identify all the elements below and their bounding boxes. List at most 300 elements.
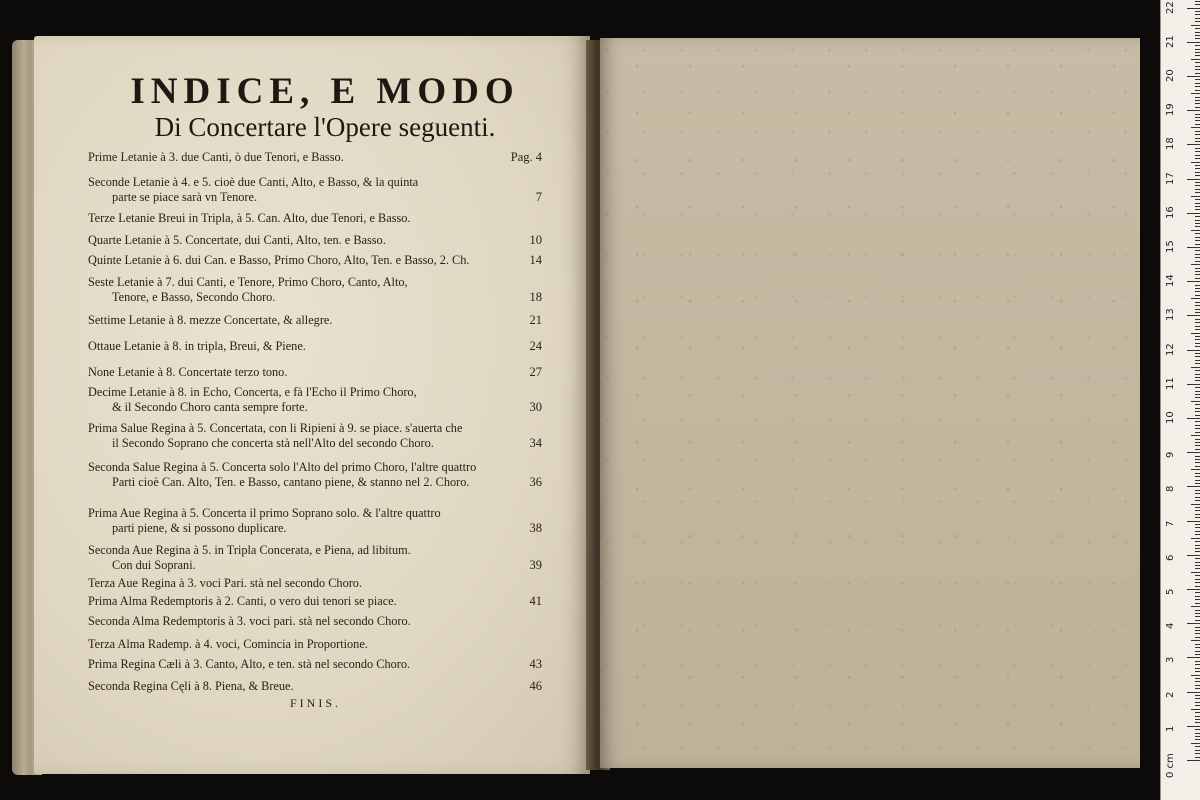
ruler-number: 12 bbox=[1165, 342, 1176, 356]
ruler-tick bbox=[1195, 411, 1200, 412]
ruler-tick bbox=[1195, 261, 1200, 262]
ruler-tick bbox=[1195, 599, 1200, 600]
ruler-tick bbox=[1195, 456, 1200, 457]
entry-page-number: 46 bbox=[529, 679, 542, 693]
ruler-number: 13 bbox=[1165, 308, 1176, 322]
index-title: INDICE, E MODO bbox=[130, 71, 520, 112]
ruler-tick bbox=[1195, 480, 1200, 481]
entry-text: Prima Salue Regina à 5. Concertata, con li Ripieni à 9. se piace. s'auerta che bbox=[88, 421, 463, 435]
ruler-tick bbox=[1195, 151, 1200, 152]
ruler-tick bbox=[1195, 141, 1200, 142]
ruler-tick bbox=[1195, 425, 1200, 426]
ruler-tick bbox=[1195, 291, 1200, 292]
ruler-tick bbox=[1195, 343, 1200, 344]
ruler-tick bbox=[1195, 120, 1200, 121]
index-entry bbox=[88, 175, 546, 205]
ruler-tick bbox=[1191, 162, 1200, 163]
ruler-tick bbox=[1195, 45, 1200, 46]
ruler-tick bbox=[1195, 664, 1200, 665]
ruler-tick bbox=[1191, 367, 1200, 368]
ruler-tick bbox=[1195, 671, 1200, 672]
ruler-tick bbox=[1195, 627, 1200, 628]
entry-text: Ottaue Letanie à 8. in tripla, Breui, & Piene. bbox=[88, 339, 306, 353]
ruler-tick bbox=[1195, 736, 1200, 737]
ruler-tick bbox=[1195, 688, 1200, 689]
ruler-tick bbox=[1187, 8, 1200, 9]
ruler-tick bbox=[1195, 346, 1200, 347]
ruler-tick bbox=[1195, 209, 1200, 210]
ruler-tick bbox=[1195, 103, 1200, 104]
ruler-tick bbox=[1187, 42, 1200, 43]
ruler-tick bbox=[1195, 493, 1200, 494]
ruler-tick bbox=[1195, 233, 1200, 234]
ruler-tick bbox=[1195, 603, 1200, 604]
entry-page-number: 7 bbox=[535, 190, 542, 204]
ruler-tick bbox=[1195, 661, 1200, 662]
entry-page-number: 10 bbox=[529, 233, 542, 247]
ruler-tick bbox=[1187, 726, 1200, 727]
ruler-tick bbox=[1195, 500, 1200, 501]
ruler-tick bbox=[1187, 692, 1200, 693]
entry-page-number: 43 bbox=[529, 657, 542, 671]
index-entry bbox=[88, 339, 546, 354]
ruler-tick bbox=[1191, 538, 1200, 539]
ruler-tick bbox=[1187, 521, 1200, 522]
ruler-tick bbox=[1195, 729, 1200, 730]
ruler-number: 15 bbox=[1165, 240, 1176, 253]
ruler-tick bbox=[1195, 250, 1200, 251]
ruler-number: 18 bbox=[1165, 137, 1176, 151]
ruler-tick bbox=[1195, 226, 1200, 227]
entry-text-continued: Tenore, e Basso, Secondo Choro. bbox=[112, 290, 276, 304]
entry-text-continued: parti piene, & si possono duplicare. bbox=[112, 521, 287, 535]
entry-text: Terza Aue Regina à 3. voci Pari. stà nel secondo Choro. bbox=[88, 576, 363, 590]
ruler-tick bbox=[1195, 90, 1200, 91]
ruler-tick bbox=[1195, 647, 1200, 648]
entry-text-continued: parte se piace sarà vn Tenore. bbox=[112, 190, 258, 204]
ruler-tick bbox=[1195, 750, 1200, 751]
ruler-tick bbox=[1195, 685, 1200, 686]
ruler-number: 1 bbox=[1165, 725, 1176, 732]
ruler-tick bbox=[1195, 35, 1200, 36]
ruler-tick bbox=[1187, 213, 1200, 214]
ruler-tick bbox=[1195, 442, 1200, 443]
ruler-number: 4 bbox=[1165, 622, 1176, 630]
ruler-tick bbox=[1195, 319, 1200, 320]
ruler-unit-label: 0 cm bbox=[1165, 753, 1176, 778]
ruler-tick bbox=[1195, 510, 1200, 511]
index-entry bbox=[88, 614, 546, 629]
ruler-tick bbox=[1195, 394, 1200, 395]
ruler-tick bbox=[1191, 606, 1200, 607]
ruler-number: 17 bbox=[1165, 171, 1176, 185]
ruler-tick bbox=[1195, 592, 1200, 593]
ruler-tick bbox=[1195, 124, 1200, 125]
ruler-number: 9 bbox=[1165, 451, 1176, 459]
index-entry bbox=[88, 679, 546, 694]
ruler-tick bbox=[1191, 504, 1200, 505]
ruler-tick bbox=[1195, 79, 1200, 80]
entry-text: Seste Letanie à 7. dui Canti, e Tenore, Primo Choro, Canto, Alto, bbox=[88, 275, 408, 289]
ruler-tick bbox=[1191, 196, 1200, 197]
ruler-tick bbox=[1195, 14, 1200, 15]
ruler-tick bbox=[1187, 760, 1200, 761]
ruler-tick bbox=[1195, 558, 1200, 559]
ruler-tick bbox=[1195, 117, 1200, 118]
index-subtitle: Di Concertare l'Opere seguenti. bbox=[154, 112, 496, 142]
ruler-tick bbox=[1195, 719, 1200, 720]
ruler-tick bbox=[1187, 418, 1200, 419]
ruler-tick bbox=[1195, 165, 1200, 166]
entry-text: Seconda Regina Cęli à 8. Piena, & Breue. bbox=[88, 679, 294, 693]
ruler-tick bbox=[1195, 613, 1200, 614]
ruler-tick bbox=[1195, 240, 1200, 241]
ruler-tick bbox=[1195, 138, 1200, 139]
ruler-tick bbox=[1187, 384, 1200, 385]
ruler-tick bbox=[1195, 579, 1200, 580]
ruler-tick bbox=[1195, 497, 1200, 498]
ruler-tick bbox=[1195, 305, 1200, 306]
ruler-number: 10 bbox=[1165, 411, 1176, 424]
ruler-tick bbox=[1195, 722, 1200, 723]
ruler-tick bbox=[1195, 432, 1200, 433]
ruler-tick bbox=[1195, 387, 1200, 388]
ruler-tick bbox=[1195, 69, 1200, 70]
entry-text: Prime Letanie à 3. due Canti, ò due Tenori, e Basso. bbox=[88, 150, 344, 164]
entry-page-number: 27 bbox=[529, 365, 542, 379]
ruler-tick bbox=[1195, 415, 1200, 416]
ruler-tick bbox=[1195, 4, 1200, 5]
ruler-tick bbox=[1195, 148, 1200, 149]
index-entry bbox=[88, 365, 546, 380]
ruler-tick bbox=[1195, 651, 1200, 652]
ruler-tick bbox=[1187, 657, 1200, 658]
ruler-tick bbox=[1195, 302, 1200, 303]
ruler-tick bbox=[1187, 623, 1200, 624]
ruler-tick bbox=[1195, 66, 1200, 67]
ruler-tick bbox=[1195, 445, 1200, 446]
ruler-tick bbox=[1195, 339, 1200, 340]
ruler-tick bbox=[1195, 476, 1200, 477]
entry-text: Quinte Letanie à 6. dui Can. e Basso, Primo Choro, Alto, Ten. e Basso, 2. Ch. bbox=[88, 253, 470, 267]
ruler-tick bbox=[1195, 380, 1200, 381]
ruler-tick bbox=[1191, 59, 1200, 60]
ruler-tick bbox=[1195, 746, 1200, 747]
ruler-tick bbox=[1191, 401, 1200, 402]
entry-page-number: Pag. 4 bbox=[510, 150, 542, 164]
entry-page-number: 36 bbox=[529, 475, 542, 489]
ruler-tick bbox=[1187, 144, 1200, 145]
ruler-tick bbox=[1195, 131, 1200, 132]
ruler-tick bbox=[1195, 175, 1200, 176]
ruler-tick bbox=[1187, 76, 1200, 77]
entry-page-number: 38 bbox=[529, 521, 542, 535]
right-page-blank bbox=[600, 38, 1140, 768]
ruler-tick bbox=[1191, 93, 1200, 94]
ruler-tick bbox=[1195, 404, 1200, 405]
ruler-number: 11 bbox=[1165, 377, 1176, 390]
ruler-number: 2 bbox=[1165, 691, 1176, 698]
index-entry bbox=[88, 233, 546, 248]
ruler-tick bbox=[1195, 702, 1200, 703]
ruler-tick bbox=[1195, 705, 1200, 706]
ruler-tick bbox=[1195, 114, 1200, 115]
ruler-tick bbox=[1195, 158, 1200, 159]
ruler-tick bbox=[1195, 285, 1200, 286]
ruler-tick bbox=[1191, 709, 1200, 710]
index-entry bbox=[88, 275, 546, 305]
ruler-tick bbox=[1195, 391, 1200, 392]
ruler-tick bbox=[1195, 630, 1200, 631]
index-entry bbox=[88, 594, 546, 609]
entry-text-continued: il Secondo Soprano che concerta stà nell'Alto del secondo Choro. bbox=[112, 436, 434, 450]
index-entry bbox=[88, 385, 546, 415]
ruler-tick bbox=[1191, 25, 1200, 26]
entry-page-number: 24 bbox=[529, 339, 542, 353]
entry-text-continued: & il Secondo Choro canta sempre forte. bbox=[112, 400, 308, 414]
index-entry bbox=[88, 211, 546, 226]
entry-text: Seconda Alma Redemptoris à 3. voci pari. stà nel secondo Choro. bbox=[88, 614, 411, 628]
ruler-tick bbox=[1195, 21, 1200, 22]
ruler-tick bbox=[1195, 586, 1200, 587]
ruler-tick bbox=[1195, 216, 1200, 217]
entry-text: Seconda Salue Regina à 5. Concerta solo l'Alto del primo Choro, l'altre quattro bbox=[88, 460, 477, 474]
ruler-tick bbox=[1195, 370, 1200, 371]
entry-page-number: 18 bbox=[529, 290, 542, 304]
index-entry bbox=[88, 657, 546, 672]
ruler-tick bbox=[1195, 678, 1200, 679]
ruler-tick bbox=[1195, 637, 1200, 638]
ruler-tick bbox=[1195, 11, 1200, 12]
ruler-number: 22 bbox=[1165, 0, 1176, 14]
ruler-tick bbox=[1195, 716, 1200, 717]
ruler-tick bbox=[1195, 449, 1200, 450]
index-entry bbox=[88, 506, 546, 536]
ruler-tick bbox=[1195, 329, 1200, 330]
ruler-tick bbox=[1195, 483, 1200, 484]
finis-label: FINIS. bbox=[290, 696, 342, 710]
entry-page-number: 41 bbox=[529, 594, 542, 608]
ruler-tick bbox=[1195, 185, 1200, 186]
ruler-tick bbox=[1191, 230, 1200, 231]
ruler-number: 20 bbox=[1165, 69, 1176, 82]
ruler-number: 16 bbox=[1165, 206, 1176, 219]
ruler-tick bbox=[1195, 309, 1200, 310]
ruler-tick bbox=[1195, 757, 1200, 758]
ruler-tick bbox=[1195, 244, 1200, 245]
entry-text: Settime Letanie à 8. mezze Concertate, & allegre. bbox=[88, 313, 333, 327]
entry-text: Terze Letanie Breui in Tripla, à 5. Can. Alto, due Tenori, e Basso. bbox=[88, 211, 411, 225]
ruler-tick bbox=[1195, 377, 1200, 378]
ruler-tick bbox=[1187, 486, 1200, 487]
ruler-number: 19 bbox=[1165, 103, 1176, 117]
ruler-number: 8 bbox=[1165, 486, 1176, 493]
ruler-tick bbox=[1195, 668, 1200, 669]
ruler-tick bbox=[1195, 582, 1200, 583]
ruler-tick bbox=[1195, 100, 1200, 101]
ruler-tick bbox=[1195, 271, 1200, 272]
ruler-tick bbox=[1195, 223, 1200, 224]
ruler-tick bbox=[1195, 568, 1200, 569]
ruler-tick bbox=[1195, 336, 1200, 337]
ruler-tick bbox=[1195, 517, 1200, 518]
ruler-tick bbox=[1195, 551, 1200, 552]
ruler-tick bbox=[1187, 247, 1200, 248]
ruler-tick bbox=[1195, 189, 1200, 190]
ruler-tick bbox=[1195, 473, 1200, 474]
ruler-tick bbox=[1195, 397, 1200, 398]
ruler-tick bbox=[1195, 363, 1200, 364]
ruler-tick bbox=[1195, 733, 1200, 734]
ruler-tick bbox=[1195, 545, 1200, 546]
entry-text: Prima Aue Regina à 5. Concerta il primo Soprano solo. & l'altre quattro bbox=[88, 506, 441, 520]
ruler-tick bbox=[1195, 257, 1200, 258]
index-entry bbox=[88, 543, 546, 573]
ruler-tick bbox=[1191, 127, 1200, 128]
ruler-tick bbox=[1195, 575, 1200, 576]
ruler-tick bbox=[1191, 469, 1200, 470]
ruler-tick bbox=[1195, 97, 1200, 98]
ruler-tick bbox=[1195, 527, 1200, 528]
ruler-tick bbox=[1195, 466, 1200, 467]
ruler-tick bbox=[1191, 435, 1200, 436]
ruler-number: 5 bbox=[1165, 588, 1176, 595]
entry-page-number: 21 bbox=[529, 313, 542, 327]
ruler-tick bbox=[1195, 421, 1200, 422]
ruler-tick bbox=[1195, 565, 1200, 566]
ruler-tick bbox=[1195, 439, 1200, 440]
ruler-tick bbox=[1195, 73, 1200, 74]
entry-text: Prima Regina Cæli à 3. Canto, Alto, e ten. stà nel secondo Choro. bbox=[88, 657, 411, 671]
ruler-tick bbox=[1195, 753, 1200, 754]
entry-text: Terza Alma Rademp. à 4. voci, Comincia in Proportione. bbox=[88, 637, 368, 651]
ruler-tick bbox=[1187, 179, 1200, 180]
ruler-tick bbox=[1191, 572, 1200, 573]
entry-page-number: 39 bbox=[529, 558, 542, 572]
ruler-tick bbox=[1195, 182, 1200, 183]
ruler-tick bbox=[1195, 616, 1200, 617]
ruler-tick bbox=[1187, 110, 1200, 111]
index-entry bbox=[88, 421, 546, 451]
entry-text: Quarte Letanie à 5. Concertate, dui Canti, Alto, ten. e Basso. bbox=[88, 233, 386, 247]
ruler-tick bbox=[1195, 278, 1200, 279]
ruler-tick bbox=[1195, 203, 1200, 204]
ruler-tick bbox=[1195, 206, 1200, 207]
entry-text-continued: Parti cioè Can. Alto, Ten. e Basso, cantano piene, & stanno nel 2. Choro. bbox=[112, 475, 470, 489]
ruler-tick bbox=[1191, 640, 1200, 641]
ruler-tick bbox=[1195, 462, 1200, 463]
ruler-tick bbox=[1195, 168, 1200, 169]
ruler-number: 14 bbox=[1165, 274, 1176, 288]
ruler-tick bbox=[1195, 644, 1200, 645]
entry-text: None Letanie à 8. Concertate terzo tono. bbox=[88, 365, 288, 379]
ruler-tick bbox=[1195, 374, 1200, 375]
ruler-tick bbox=[1195, 322, 1200, 323]
ruler-tick bbox=[1195, 562, 1200, 563]
ruler-tick bbox=[1195, 633, 1200, 634]
ruler-number: 6 bbox=[1165, 554, 1176, 561]
ruler-tick bbox=[1195, 548, 1200, 549]
ruler-tick bbox=[1195, 531, 1200, 532]
entry-page-number: 30 bbox=[529, 400, 542, 414]
ruler-tick bbox=[1187, 555, 1200, 556]
ruler-tick bbox=[1195, 172, 1200, 173]
index-entry bbox=[88, 576, 546, 591]
measuring-ruler bbox=[1160, 0, 1200, 800]
ruler-tick bbox=[1195, 681, 1200, 682]
ruler-tick bbox=[1195, 254, 1200, 255]
ruler-tick bbox=[1191, 264, 1200, 265]
ruler-tick bbox=[1195, 220, 1200, 221]
ruler-number: 3 bbox=[1165, 657, 1176, 664]
ruler-tick bbox=[1195, 698, 1200, 699]
ruler-tick bbox=[1195, 654, 1200, 655]
ruler-tick bbox=[1195, 428, 1200, 429]
ruler-tick bbox=[1187, 315, 1200, 316]
ruler-tick bbox=[1195, 739, 1200, 740]
ruler-tick bbox=[1191, 333, 1200, 334]
ruler-tick bbox=[1195, 610, 1200, 611]
ruler-tick bbox=[1195, 62, 1200, 63]
index-entry bbox=[88, 637, 546, 652]
ruler-tick bbox=[1187, 452, 1200, 453]
entry-text-continued: Con dui Soprani. bbox=[112, 558, 196, 572]
ruler-number: 21 bbox=[1165, 35, 1176, 48]
entry-text: Seconda Aue Regina à 5. in Tripla Concerata, e Piena, ad libitum. bbox=[88, 543, 411, 557]
ruler-tick bbox=[1195, 326, 1200, 327]
ruler-tick bbox=[1195, 288, 1200, 289]
ruler-tick bbox=[1195, 695, 1200, 696]
ruler-tick bbox=[1195, 107, 1200, 108]
entry-text: Decime Letanie à 8. in Echo, Concerta, e fà l'Echo il Primo Choro, bbox=[88, 385, 417, 399]
ruler-tick bbox=[1195, 507, 1200, 508]
ruler-tick bbox=[1187, 281, 1200, 282]
ruler-tick bbox=[1195, 534, 1200, 535]
ruler-tick bbox=[1195, 192, 1200, 193]
entry-text: Seconde Letanie à 4. e 5. cioè due Canti, Alto, e Basso, & la quinta bbox=[88, 175, 419, 189]
ruler-tick bbox=[1195, 295, 1200, 296]
ruler-tick bbox=[1195, 596, 1200, 597]
ruler-tick bbox=[1195, 312, 1200, 313]
index-entry bbox=[88, 460, 546, 490]
entry-page-number: 34 bbox=[529, 436, 542, 450]
entry-page-number: 14 bbox=[529, 253, 542, 267]
ruler-tick bbox=[1195, 83, 1200, 84]
ruler-tick bbox=[1195, 620, 1200, 621]
ruler-tick bbox=[1195, 55, 1200, 56]
ruler-tick bbox=[1195, 356, 1200, 357]
ruler-tick bbox=[1195, 49, 1200, 50]
ruler-number: 7 bbox=[1165, 520, 1176, 527]
ruler-tick bbox=[1195, 199, 1200, 200]
index-entry bbox=[88, 253, 546, 268]
ruler-tick bbox=[1195, 268, 1200, 269]
ruler-tick bbox=[1195, 459, 1200, 460]
index-entry bbox=[88, 150, 546, 165]
ruler-tick bbox=[1195, 524, 1200, 525]
ruler-tick bbox=[1195, 134, 1200, 135]
ruler-tick bbox=[1195, 86, 1200, 87]
ruler-tick bbox=[1195, 408, 1200, 409]
ruler-tick bbox=[1187, 350, 1200, 351]
ruler-tick bbox=[1195, 18, 1200, 19]
ruler-tick bbox=[1195, 52, 1200, 53]
ruler-tick bbox=[1195, 490, 1200, 491]
ruler-tick bbox=[1191, 298, 1200, 299]
entry-text: Prima Alma Redemptoris à 2. Canti, o vero dui tenori se piace. bbox=[88, 594, 397, 608]
ruler-tick bbox=[1195, 514, 1200, 515]
ruler-tick bbox=[1195, 28, 1200, 29]
